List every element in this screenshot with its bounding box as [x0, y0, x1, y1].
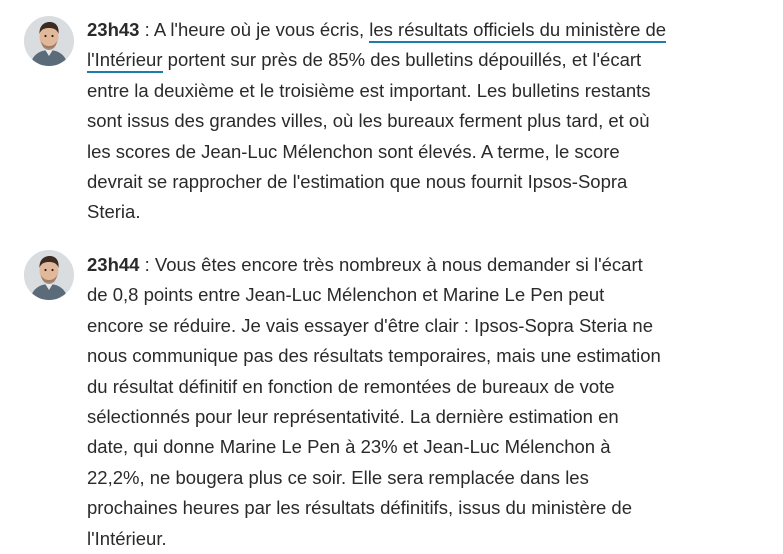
entry-text-segment: date, qui donne Marine Le Pen à 23% et Jean-Luc Mélenchon à	[87, 436, 611, 458]
author-avatar	[24, 16, 74, 66]
author-portrait-icon	[24, 250, 74, 300]
author-portrait-icon	[24, 16, 74, 66]
article-link[interactable]: les résultats officiels du ministère de	[369, 19, 666, 43]
entry-text-segment: encore se réduire. Je vais essayer d'être clair : Ipsos-Sopra Steria ne	[87, 314, 653, 336]
entry-text-segment: nous communique pas des résultats temporaires, mais une estimation	[87, 345, 661, 367]
entry-text-segment: sont issus des grandes villes, où les bureaux ferment plus tard, et où	[87, 110, 650, 132]
entry-text-segment: Steria.	[87, 201, 141, 223]
entry-text-segment: l'Intérieur.	[87, 527, 167, 549]
entry-time: 23h43	[87, 19, 140, 40]
entry-text-segment: portent sur près de 85% des bulletins dépouillés, et l'écart	[162, 49, 642, 71]
entry-text-segment: devrait se rapprocher de l'estimation que nous fournit Ipsos-Sopra	[87, 171, 628, 193]
article-link[interactable]: l'Intérieur	[87, 49, 163, 73]
entry-text-segment: les scores de Jean-Luc Mélenchon sont élevés. A terme, le score	[87, 140, 620, 162]
entry-text-segment: 22,2%, ne bougera plus ce soir. Elle sera remplacée dans les	[87, 466, 589, 488]
entry-text-segment: prochaines heures par les résultats définitifs, issus du ministère de	[87, 497, 632, 519]
entry-text-segment: du résultat définitif en fonction de remontées de bureaux de vote	[87, 375, 615, 397]
entry-text-segment: de 0,8 points entre Jean-Luc Mélenchon et Marine Le Pen peut	[87, 284, 605, 306]
entry-text-segment: entre la deuxième et le troisième est important. Les bulletins restants	[87, 79, 651, 101]
entry-text	[87, 250, 767, 554]
entry-time: 23h44	[87, 254, 140, 275]
entry-text	[87, 15, 767, 228]
author-avatar	[24, 250, 74, 300]
entry-text-segment: : A l'heure où je vous écris,	[139, 19, 370, 40]
entry-text-segment: sélectionnés pour leur représentativité. La dernière estimation en	[87, 406, 619, 428]
entry-text-segment: : Vous êtes encore très nombreux à nous demander si l'écart	[139, 254, 643, 275]
